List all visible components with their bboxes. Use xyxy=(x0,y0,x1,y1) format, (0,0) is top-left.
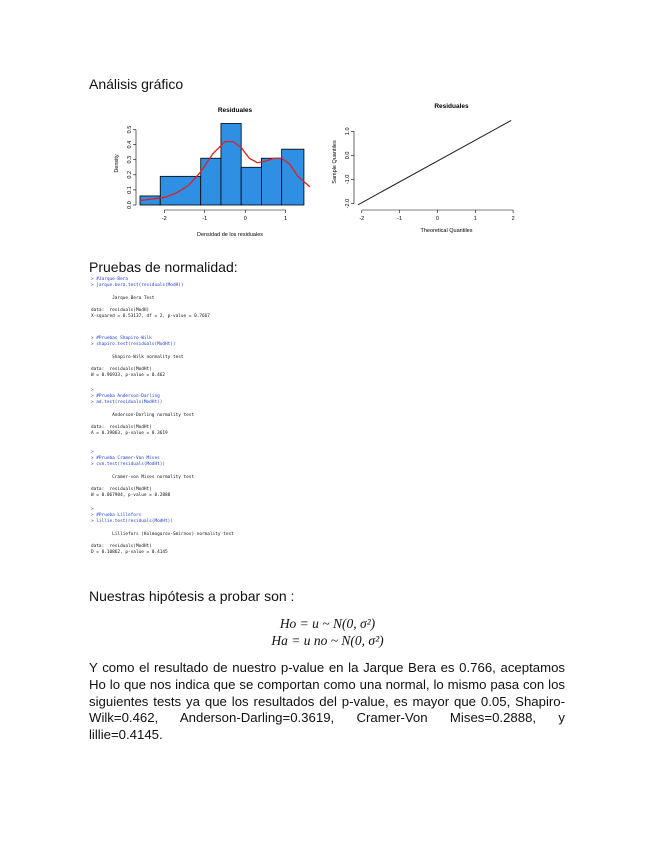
y-tick-label-4: 0.4 xyxy=(127,140,133,149)
heading-normality-tests: Pruebas de normalidad: xyxy=(89,259,238,275)
console-line: > #Prueba Cramer-Von Mises xyxy=(91,456,160,462)
console-block-2 xyxy=(91,388,351,438)
console-block-0 xyxy=(91,277,351,320)
qq-plot-residuals xyxy=(330,96,530,236)
console-line: data: residuals(ModH) xyxy=(91,308,150,314)
qq-x-tick-label-2: 0 xyxy=(435,216,439,222)
console-line: data: residuals(ModHt) xyxy=(91,544,152,550)
console-line: > #Prueba Lillefors xyxy=(91,513,142,519)
console-line: data: residuals(ModHt) xyxy=(91,367,152,373)
console-line: > ad.test(residuals(ModHt)) xyxy=(91,400,163,406)
x-tick-label-0: -2 xyxy=(161,216,167,222)
x-axis-label: Densidad de los residuales xyxy=(196,232,264,238)
console-line: > shapiro.test(residuals(ModHt)) xyxy=(91,342,176,348)
console-line: > lillie.test(residuals(ModHt)) xyxy=(91,519,173,525)
qq-title: Residuales xyxy=(434,103,469,110)
console-line: data: residuals(ModHt) xyxy=(91,487,152,493)
qq-x-tick-label-4: 2 xyxy=(511,216,515,222)
qq-y-tick-label-3: 1.0 xyxy=(345,127,351,136)
equation-alt-hypothesis: Ha = u no ~ N(0, σ²) xyxy=(271,633,384,648)
console-line: > #Pruebas Shapiro-Wilk xyxy=(91,336,152,341)
console-line: W = 0.96933, p-value = 0.462 xyxy=(91,373,166,379)
heading-graphic-analysis: Análisis gráfico xyxy=(89,76,184,92)
qq-line xyxy=(358,120,511,204)
console-line: Shapiro-Wilk normality test xyxy=(91,354,184,360)
qq-y-tick-label-0: -2.0 xyxy=(345,198,351,209)
console-line: > xyxy=(91,507,94,512)
conclusion-paragraph: Y como el resultado de nuestro p-value en la Jarque Bera es 0.766, aceptamos Ho lo que nos indica que se comportan como una normal, lo mismo pasa con los siguientes tests ya que los resultados del p-value, es mayor que 0.05, Shapiro-Wilk=0.462, Anderson-Darling=0.3619, Cramer-Von Mises=0.2888, y lillie=0.4145. xyxy=(89,660,565,743)
equation-null-hypothesis: Ho = u ~ N(0, σ²) xyxy=(279,616,376,631)
y-tick-label-1: 0.1 xyxy=(127,186,133,194)
console-block-4 xyxy=(91,507,351,557)
histogram-bar-2 xyxy=(201,158,221,205)
console-line: > xyxy=(91,450,94,455)
y-tick-label-2: 0.2 xyxy=(127,170,133,179)
console-line: Lilliefors (Kolmogorov-Smirnov) normality test xyxy=(91,531,234,537)
qq-x-tick-label-3: 1 xyxy=(473,216,477,222)
console-line: > cvm.test(residuals(ModHt)) xyxy=(91,462,166,468)
histogram-title: Residuales xyxy=(217,107,253,114)
console-line: > xyxy=(91,388,94,393)
histogram-residuals xyxy=(110,100,340,238)
console-line: A = 0.39063, p-value = 0.3619 xyxy=(91,431,168,437)
y-axis-label: Density xyxy=(114,154,120,173)
qq-x-tick-label-0: -2 xyxy=(359,216,365,222)
y-tick-label-0: 0.0 xyxy=(127,201,133,209)
console-line: Cramer-von Mises normality test xyxy=(91,474,195,480)
x-tick-label-3: 1 xyxy=(284,216,288,222)
qq-x-tick-label-1: -1 xyxy=(397,216,403,222)
x-tick-label-2: 0 xyxy=(243,216,247,222)
console-line: X-squared = 0.53137, df = 2, p-value = 0.7667 xyxy=(91,314,210,320)
x-tick-label-1: -1 xyxy=(202,216,208,222)
histogram-bar-6 xyxy=(282,149,304,205)
qq-y-tick-label-1: -1.0 xyxy=(345,174,351,185)
console-line: Anderson-Darling normality test xyxy=(91,412,195,418)
y-tick-label-3: 0.3 xyxy=(127,155,133,164)
console-line: > #Prueba Anderson-Darling xyxy=(91,394,160,400)
console-line: Jarque Bera Test xyxy=(91,295,155,301)
console-block-1 xyxy=(91,336,351,379)
y-tick-label-5: 0.5 xyxy=(127,125,133,134)
console-line: D = 0.10862, p-value = 0.4145 xyxy=(91,550,168,556)
histogram-bar-3 xyxy=(221,124,241,205)
histogram-bar-5 xyxy=(261,158,281,205)
console-line: data: residuals(ModHt) xyxy=(91,425,152,431)
qq-y-axis-label: Sample Quantiles xyxy=(332,140,338,184)
histogram-bar-4 xyxy=(241,167,261,205)
console-block-3 xyxy=(91,450,351,500)
console-line: W = 0.067984, p-value = 0.2888 xyxy=(91,493,171,499)
qq-x-axis-label: Theoretical Quantiles xyxy=(420,228,473,234)
console-line: > jarque.bera.test(residuals(ModH)) xyxy=(91,283,184,289)
qq-y-tick-label-2: 0.0 xyxy=(345,151,351,160)
console-line: > #Jarque-Bera xyxy=(91,277,129,282)
heading-hypotheses: Nuestras hipótesis a probar son : xyxy=(89,588,295,604)
